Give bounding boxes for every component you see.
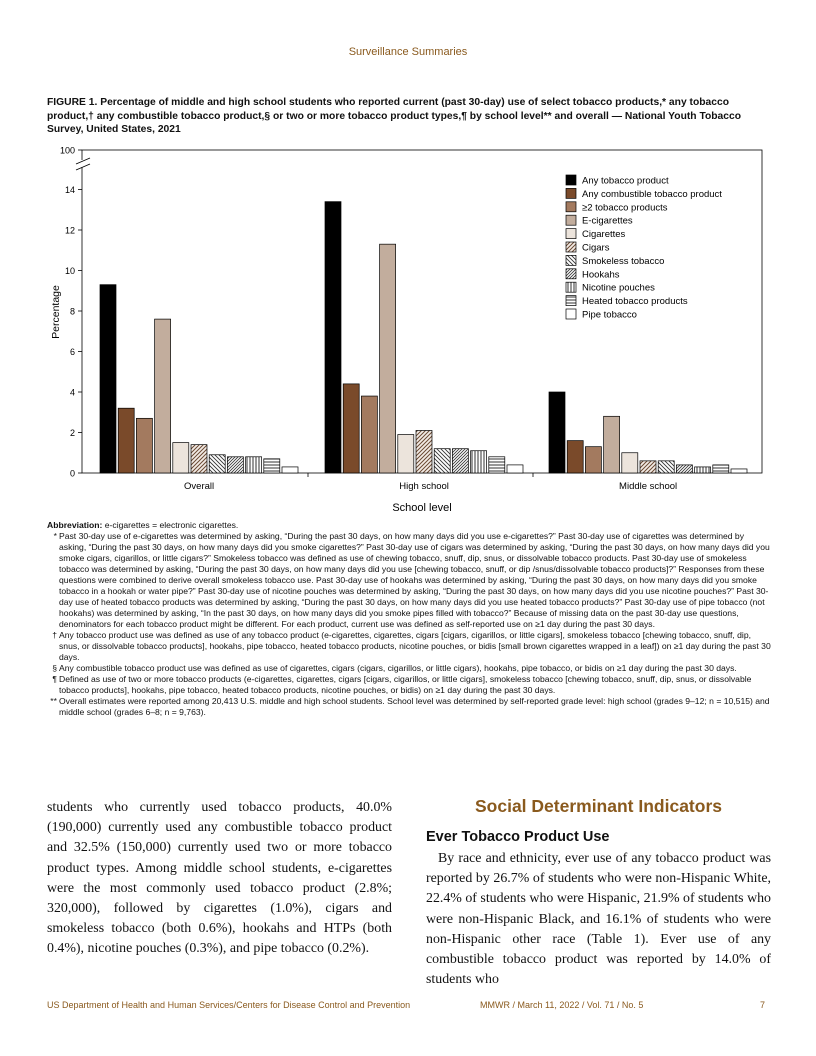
bar — [398, 435, 414, 473]
abbreviation-note — [47, 520, 771, 531]
body-paragraph: By race and ethnicity, ever use of any tobacco product was reported by 26.7% of students who were non-Hispanic White, 22.4% of students who were Hispanic, 21.9% of students who were non-Hispanic Black, and 16.1% of students who were non-Hispanic other race (Table 1). Ever use of any combustible tobacco product was reported by 14.0% of students who — [426, 851, 771, 988]
bar — [549, 392, 565, 473]
footnote-text: Defined as use of two or more tobacco products (e-cigarettes, cigarettes, cigars [cigars, cigarillos, or little cigars], smokeless tobacco [chewing tobacco, snuff, dip, snus, or dissolvable tobacco products], hookahs, pipe tobacco, heated tobacco products, nicotine pouches, or bidis) on ≥1 day during the past 30 days. — [59, 674, 752, 695]
subheading: Ever Tobacco Product Use — [426, 829, 610, 845]
section-heading: Social Determinant Indicators — [474, 796, 722, 816]
y-tick-label: 4 — [69, 387, 75, 398]
legend-swatch — [566, 188, 576, 198]
x-tick-label: Middle school — [619, 481, 678, 492]
bar — [567, 441, 583, 473]
legend-label: Any combustible tobacco product — [582, 188, 722, 200]
legend-label: Cigars — [582, 242, 610, 254]
y-tick-label: 2 — [69, 428, 75, 438]
footnote — [47, 663, 771, 674]
bar — [191, 445, 207, 473]
bar — [118, 408, 134, 473]
running-header: Surveillance Summaries — [348, 46, 468, 58]
footnote-mark: ** — [50, 696, 57, 706]
legend-swatch — [566, 255, 576, 265]
bar — [227, 457, 243, 473]
bar-groups — [100, 202, 747, 473]
legend-swatch — [566, 309, 576, 319]
bar — [695, 467, 711, 473]
bar — [325, 202, 341, 473]
bar — [713, 465, 729, 473]
footnote-mark: ¶ — [52, 674, 57, 684]
footnote — [47, 674, 771, 696]
footnote-mark: * — [53, 531, 57, 541]
legend-label: Heated tobacco products — [582, 296, 688, 308]
figure-notes — [47, 520, 771, 718]
footnote-text: Overall estimates were reported among 20,413 U.S. middle and high school students. School level was determined by self-reported grade level: high school (grades 9–12; n = 10,515) and middle school (grades 6–8; n = 9,763). — [59, 696, 770, 717]
figure-1-chart — [0, 140, 816, 520]
y-axis — [60, 146, 90, 479]
footnote-text: Past 30-day use of e-cigarettes was determined by asking, “During the past 30 days, on how many days did you use e-cigarettes?” Past 30-day use of cigarettes was determined by asking, “During the past 30 days, on how many days did you smoke cigarettes?” Past 30-day use of cigars was determined by asking, “During the past 30 days, on how many days did you smoke cigars, cigarillos, or little cigars?” Smokeless tobacco was defined as use of chewing tobacco, snuff, dip, snus, or dissolvable tobacco products. Past 30-day use of smokeless tobacco was determined by asking, “During the past 30 days, on how many days did you use [chewing tobacco, snuff, or dip /snus/dissolvable tobacco products]?” Responses from these questions were combined to derive overall smokeless tobacco use. Past 30-day use of hookahs was determined by asking, “During the past 30 days, on how many days did you smoke tobacco in a hookah or water pipe?” Past 30-day use of nicotine pouches was determined by asking, “During the past 30 days, on how many days did you use nicotine pouches?” Past 30-day use of heated tobacco products was determined by asking, “During the past 30 days, on how many days did you use heated tobacco products?” Past 30-day use of pipe tobacco (not hookahs) was determined by asking, “In the past 30 days, on how many days did you smoke pipes filled with tobacco?” Because of missing data on the past 30-day use questions, denominators for each tobacco product might be different. For each product, current use was defined as self-reported use on ≥1 day during the past 30 days. — [59, 531, 770, 629]
y-tick-label: 0 — [69, 468, 75, 479]
legend-swatch — [566, 229, 576, 239]
bar — [173, 443, 189, 473]
abbreviation-label: Abbreviation: — [47, 520, 103, 530]
legend-swatch — [566, 269, 576, 279]
bar — [136, 418, 152, 473]
legend-swatch — [566, 296, 576, 306]
footnote — [47, 630, 771, 663]
x-tick-label: Overall — [184, 481, 215, 492]
footnote-text: Any combustible tobacco product use was defined as use of cigarettes, cigars (cigars, cigarillos, or little cigars), hookahs, pipe tobacco, or bidis on ≥1 day during the past 30 days. — [59, 663, 737, 673]
bar — [343, 384, 359, 473]
figure-title: FIGURE 1. Percentage of middle and high school students who reported current (past 30-day) use of select tobacco products,* any tobacco product,† any combustible tobacco product,§ or two or more tobacco product types,¶ by school level** and overall — National Youth Tobacco Survey, United States, 2021 — [47, 97, 742, 135]
bar — [507, 465, 523, 473]
x-tick-label: High school — [399, 481, 449, 492]
footnote-text: Any tobacco product use was defined as use of any tobacco product (e-cigarettes, cigarettes, cigars [cigars, cigarillos, or little cigars], smokeless tobacco [chewing tobacco, snuff, dip, snus, or dissolvable tobacco products], hookahs, pipe tobacco, heated tobacco products, nicotine pouches, or bidis [small brown cigarettes wrapped in a leaf]) on ≥1 day during the past 30 days. — [59, 630, 771, 662]
legend-label: Nicotine pouches — [582, 282, 655, 294]
bar — [452, 449, 468, 473]
bar — [416, 430, 432, 473]
bar — [282, 467, 298, 473]
y-tick-label: 10 — [64, 266, 75, 276]
legend-swatch — [566, 282, 576, 292]
bar — [658, 461, 674, 473]
bar — [100, 285, 116, 473]
y-tick-label: 14 — [64, 185, 75, 195]
footnote — [47, 531, 771, 630]
bar — [380, 244, 396, 473]
legend-swatch — [566, 202, 576, 212]
y-tick-label: 12 — [64, 225, 75, 236]
bar — [209, 455, 225, 473]
body-left-column: students who currently used tobacco products, 40.0% (190,000) currently used any combustible tobacco product and 32.5% (150,000) currently used two or more tobacco product types. Among middle school students, e-cigarettes were the most commonly used tobacco product (2.8%; 320,000), followed by cigarettes (1.0%), cigars and smokeless tobacco (both 0.6%), hookahs and HTPs (both 0.4%), nicotine pouches (0.3%), and pipe tobacco (0.2%). — [47, 800, 392, 957]
bar — [155, 319, 171, 473]
legend-label: E-cigarettes — [582, 215, 633, 227]
legend — [566, 175, 722, 321]
bar — [489, 457, 505, 473]
legend-label: Any tobacco product — [582, 175, 669, 187]
bar — [361, 396, 377, 473]
bar — [434, 449, 450, 473]
x-axis-label: School level — [392, 502, 452, 514]
footnote — [47, 696, 771, 718]
footnote-mark: § — [52, 663, 57, 673]
x-axis — [184, 473, 677, 492]
legend-swatch — [566, 242, 576, 252]
legend-label: Pipe tobacco — [582, 309, 637, 321]
footnote-mark: † — [52, 630, 57, 640]
abbreviation-text: e-cigarettes = electronic cigarettes. — [102, 520, 239, 530]
y-tick-label: 100 — [59, 145, 75, 156]
y-axis-label: Percentage — [50, 285, 62, 339]
bar — [264, 459, 280, 473]
bar — [622, 453, 638, 473]
legend-swatch — [566, 175, 576, 185]
bar — [471, 451, 487, 473]
footer-agency: US Department of Health and Human Services/Centers for Disease Control and Prevention — [47, 1000, 411, 1010]
legend-label: Hookahs — [582, 269, 620, 281]
bar — [604, 416, 620, 473]
legend-swatch — [566, 215, 576, 225]
bar — [676, 465, 692, 473]
legend-label: ≥2 tobacco products — [582, 202, 668, 214]
body-right-column — [426, 796, 771, 990]
bar — [731, 469, 747, 473]
y-tick-label: 6 — [69, 347, 75, 357]
legend-label: Smokeless tobacco — [582, 255, 665, 267]
bar — [640, 461, 656, 473]
legend-label: Cigarettes — [582, 229, 626, 241]
footer-citation: MMWR / March 11, 2022 / Vol. 71 / No. 5 — [480, 1000, 644, 1010]
bar — [585, 447, 601, 473]
page-number: 7 — [760, 1000, 766, 1010]
y-tick-label: 8 — [69, 306, 75, 317]
bar — [246, 457, 262, 473]
